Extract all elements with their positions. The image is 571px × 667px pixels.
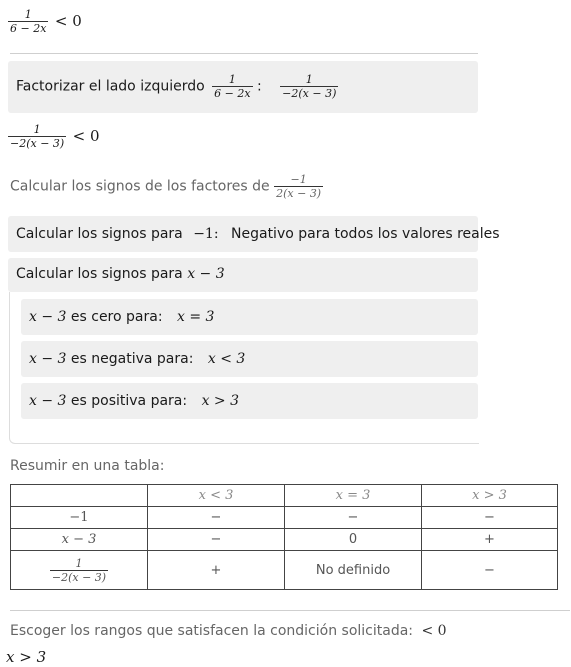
- table-row: [11, 529, 558, 551]
- fraction-to: $\frac{1}{-2(x - 3)}$: [282, 73, 337, 100]
- table-header-cell: x > 3: [422, 485, 558, 507]
- table-cell: −: [148, 529, 285, 551]
- table-cell: −: [148, 507, 285, 529]
- sign-neg1-box: Calcular los signos para −1: Negativo para todos los valores reales: [8, 216, 478, 252]
- sign-row-positive: x − 3 es positiva para: x > 3: [21, 383, 478, 419]
- table-cell: −: [285, 507, 422, 529]
- table-cell: [11, 551, 148, 590]
- sign-row-negative: x − 3 es negativa para: x < 3: [21, 341, 478, 377]
- fraction: $\frac{1}{-2(x - 3)}$: [10, 123, 65, 150]
- table-row: [11, 551, 558, 590]
- table-cell: 0: [285, 529, 422, 551]
- table-header-row: [11, 485, 558, 507]
- table-cell: No definido: [285, 551, 422, 590]
- divider: [10, 610, 570, 611]
- factor-step-box: Factorizar el lado izquierdo $\frac{1}{6 - 2x}$ : $\frac{1}{-2(x - 3)}$: [8, 61, 478, 113]
- sign-x3-header: Calcular los signos para x − 3: [8, 258, 478, 292]
- table-row: [11, 507, 558, 529]
- table-cell: +: [148, 551, 285, 590]
- fraction: $\frac{-1}{2(x - 3)}$: [276, 173, 322, 200]
- table-cell: +: [422, 529, 558, 551]
- table-cell: x − 3: [11, 529, 148, 551]
- inequality-original: $\frac{1}{6 - 2x}$ < 0: [10, 8, 82, 35]
- choose-label: Escoger los rangos que satisfacen la condición solicitada: < 0: [10, 623, 447, 639]
- fraction: $\frac{1}{6 - 2x}$: [10, 8, 47, 35]
- sign-row-zero: x − 3 es cero para: x = 3: [21, 299, 478, 335]
- inequality-factored: $\frac{1}{-2(x - 3)}$ < 0: [10, 123, 100, 150]
- table-header-cell: x < 3: [148, 485, 285, 507]
- sign-table: [10, 484, 558, 590]
- table-header-cell: x = 3: [285, 485, 422, 507]
- summary-label: Resumir en una tabla:: [10, 458, 165, 474]
- table-cell: −: [422, 551, 558, 590]
- divider: [10, 53, 478, 54]
- table-cell: −: [422, 507, 558, 529]
- table-cell: −1: [11, 507, 148, 529]
- fraction-from: $\frac{1}{6 - 2x}$: [214, 73, 251, 100]
- fraction: $\frac{1}{-2(x - 3)}$: [51, 556, 107, 584]
- signs-title: Calcular los signos de los factores de $\frac{-1}{2(x - 3)}$: [10, 173, 322, 200]
- table-header-cell: [11, 485, 148, 507]
- step-label: Factorizar el lado izquierdo: [16, 78, 205, 95]
- final-answer: x > 3: [6, 648, 47, 666]
